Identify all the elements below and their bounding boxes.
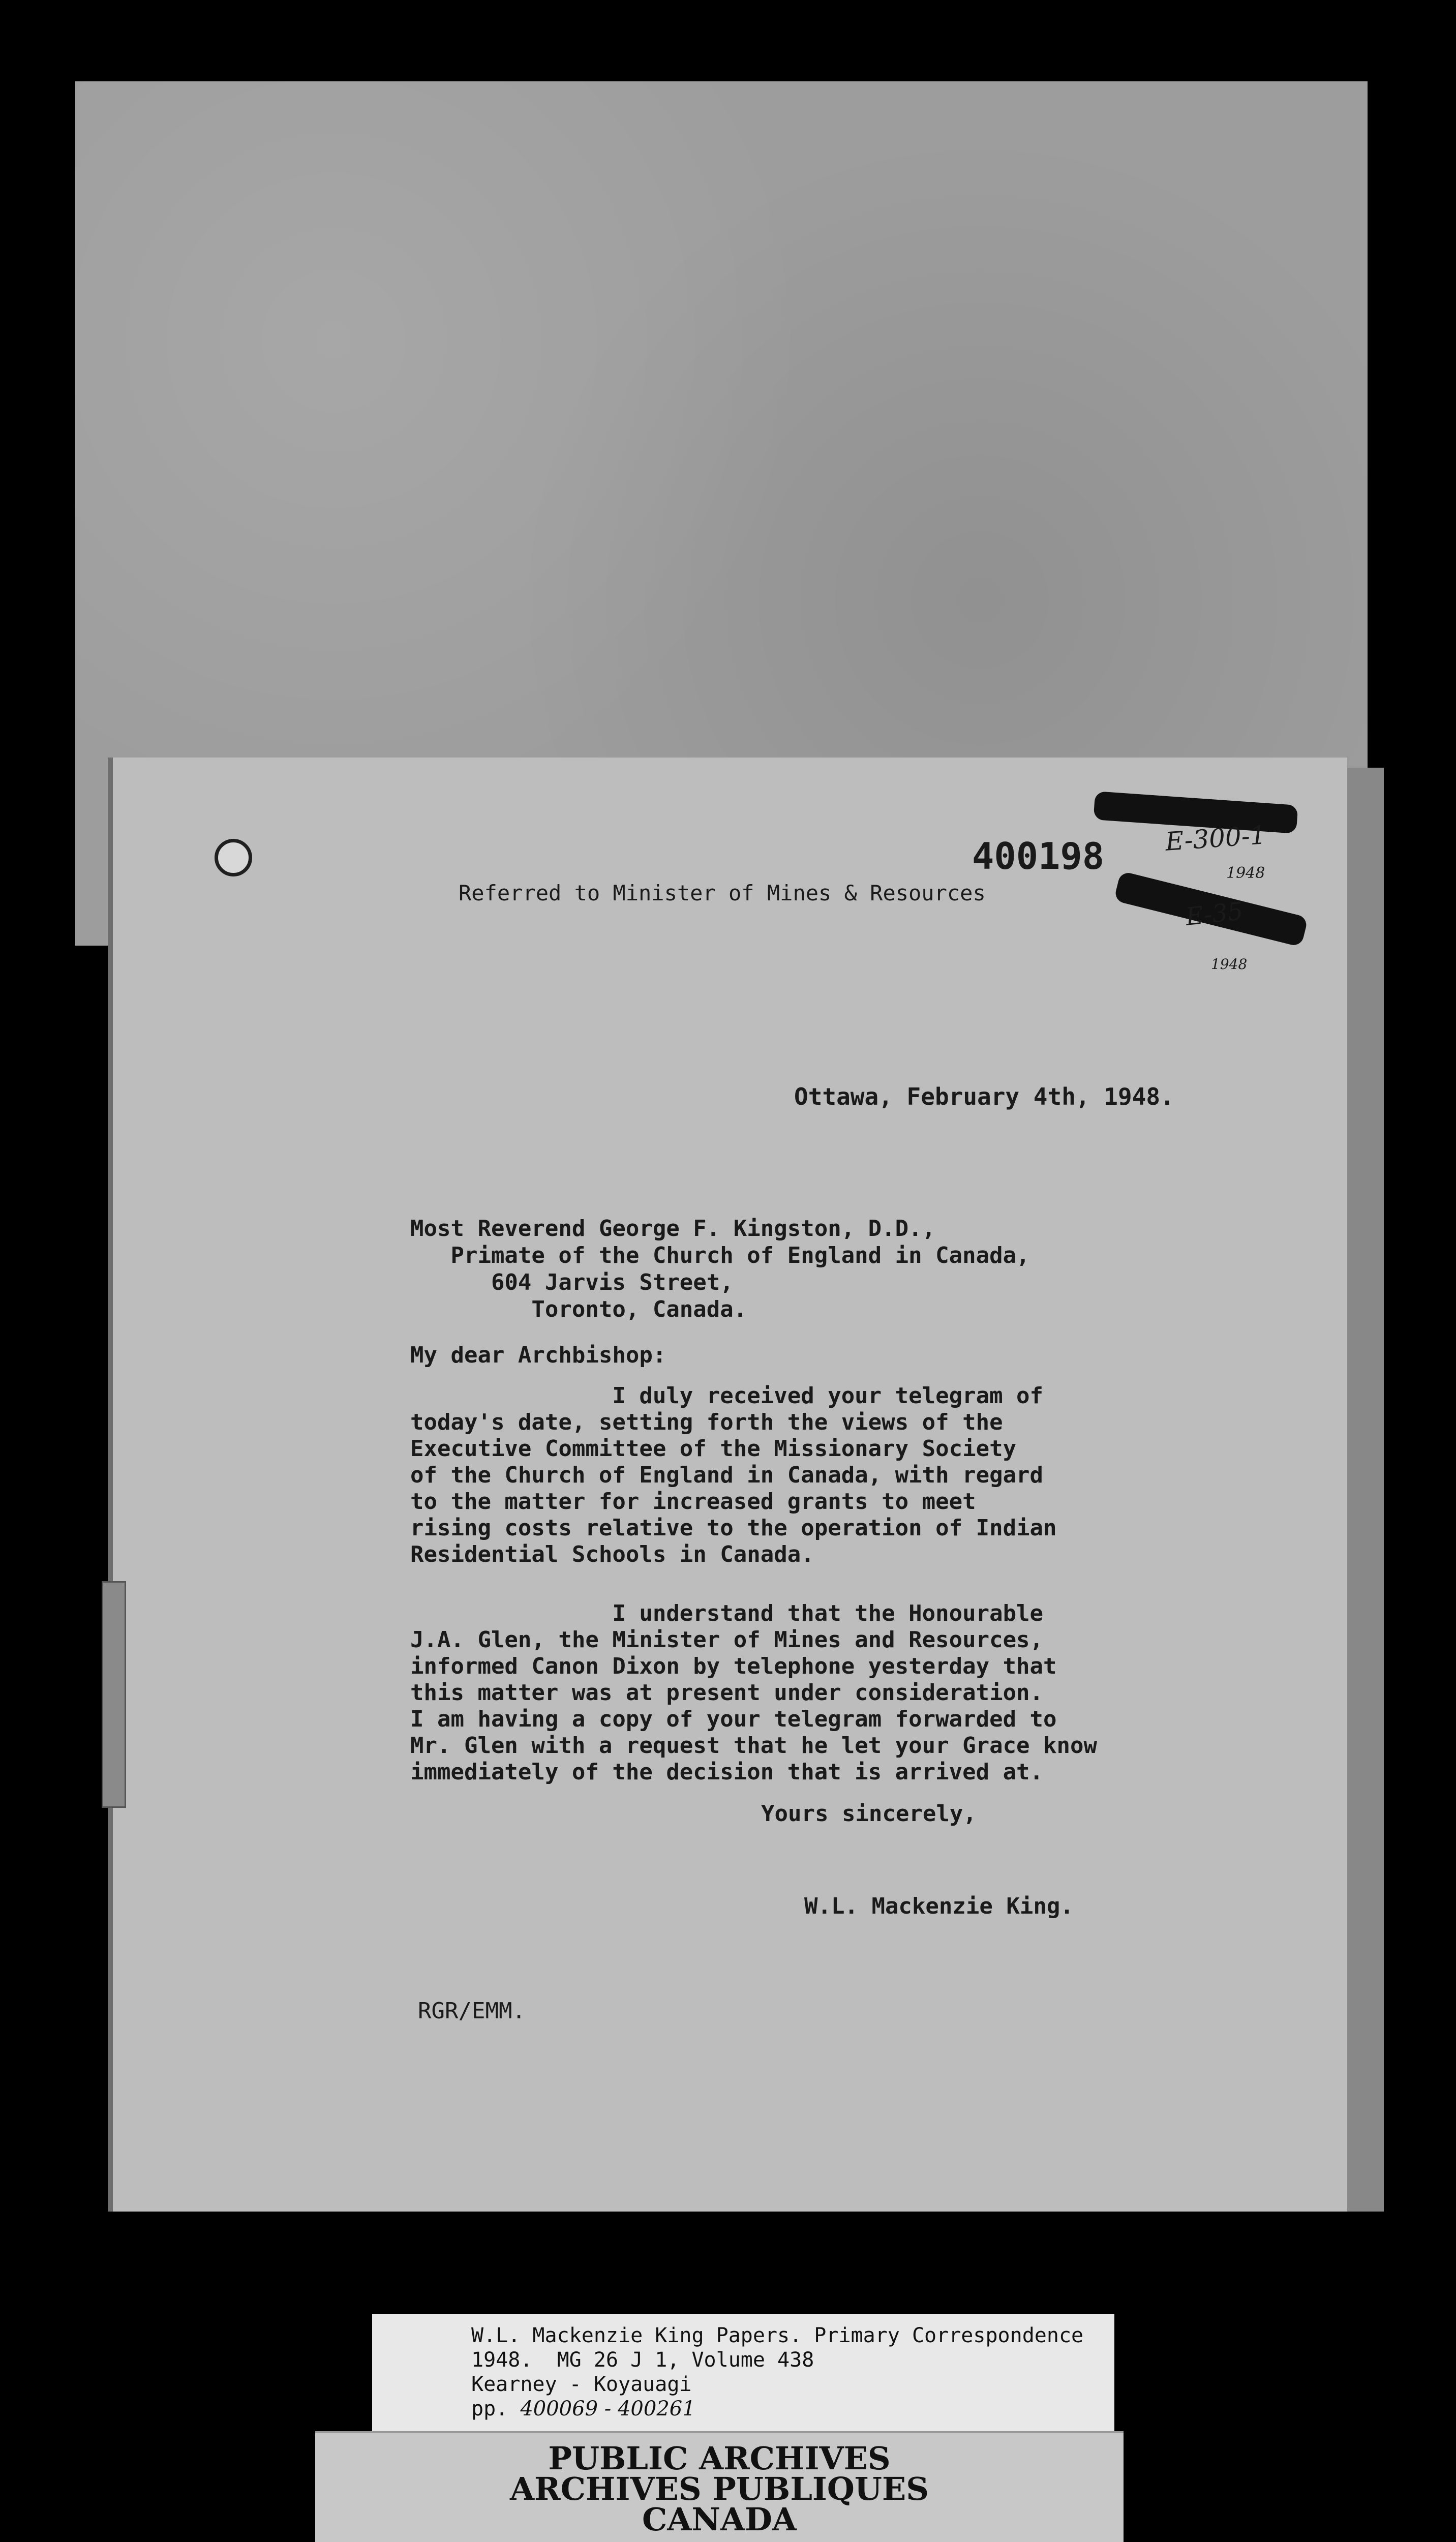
salutation: My dear Archbishop: [410, 1342, 666, 1368]
paragraph-line: I duly received your telegram of [410, 1383, 1044, 1409]
paragraph-2 [410, 1600, 1097, 1786]
document-number: 400198 [972, 835, 1105, 877]
stamp-line: PUBLIC ARCHIVES [548, 2440, 891, 2477]
paragraph-line: Executive Committee of the Missionary Society [410, 1436, 1017, 1462]
addressee-line: Primate of the Church of England in Canada, [410, 1243, 1030, 1268]
stamp-line: ARCHIVES PUBLIQUES [509, 2470, 929, 2507]
addressee-line: Toronto, Canada. [410, 1296, 747, 1322]
caption-pages-prefix: pp. [471, 2397, 521, 2420]
punch-hole [215, 839, 252, 876]
typist-initials: RGR/EMM. [418, 1998, 526, 2024]
letter-date: Ottawa, February 4th, 1948. [794, 1083, 1174, 1110]
signature: W.L. Mackenzie King. [804, 1893, 1074, 1919]
letter-edge [1347, 768, 1384, 2212]
caption-line: 1948. MG 26 J 1, Volume 438 [471, 2348, 814, 2372]
paragraph-line: informed Canon Dixon by telephone yesterday that [410, 1653, 1057, 1679]
paragraph-line: I understand that the Honourable [410, 1600, 1044, 1626]
paragraph-line: Residential Schools in Canada. [410, 1541, 814, 1567]
paragraph-line: to the matter for increased grants to meet [410, 1489, 976, 1515]
paragraph-1 [410, 1383, 1057, 1568]
handwritten-year: 1948 [1226, 864, 1265, 882]
archive-caption-label [372, 2314, 1114, 2432]
caption-pages-handwritten: 400069 - 400261 [520, 2397, 695, 2420]
referral-note: Referred to Minister of Mines & Resources [459, 881, 986, 905]
handwritten-year-2: 1948 [1211, 956, 1248, 973]
paragraph-line: rising costs relative to the operation of Indian [410, 1515, 1057, 1541]
stamp-line: CANADA [642, 2501, 797, 2538]
paragraph-line: I am having a copy of your telegram forwarded to [410, 1706, 1057, 1732]
handwritten-file-number: E-300-1 [1164, 820, 1267, 857]
paragraph-line: of the Church of England in Canada, with regard [410, 1462, 1044, 1488]
binder-clip [102, 1581, 126, 1808]
caption-line: W.L. Mackenzie King Papers. Primary Correspondence [471, 2324, 1084, 2347]
addressee-line: 604 Jarvis Street, [410, 1269, 734, 1295]
paragraph-line: Mr. Glen with a request that he let your Grace know [410, 1733, 1098, 1759]
letter-page [113, 758, 1347, 2212]
archives-stamp [315, 2431, 1124, 2542]
paragraph-line: this matter was at present under consideration. [410, 1680, 1044, 1706]
handwritten-file-number-2: E-35 [1184, 897, 1245, 931]
paragraph-line: today's date, setting forth the views of the [410, 1409, 1003, 1435]
caption-line: Kearney - Koyauagi [471, 2373, 692, 2396]
addressee-block [410, 1215, 1030, 1323]
paragraph-line: J.A. Glen, the Minister of Mines and Resources, [410, 1627, 1044, 1653]
paragraph-line: immediately of the decision that is arrived at. [410, 1759, 1044, 1785]
caption-pages-line [471, 2397, 1083, 2421]
closing: Yours sincerely, [761, 1801, 977, 1827]
addressee-line: Most Reverend George F. Kingston, D.D., [410, 1216, 936, 1242]
